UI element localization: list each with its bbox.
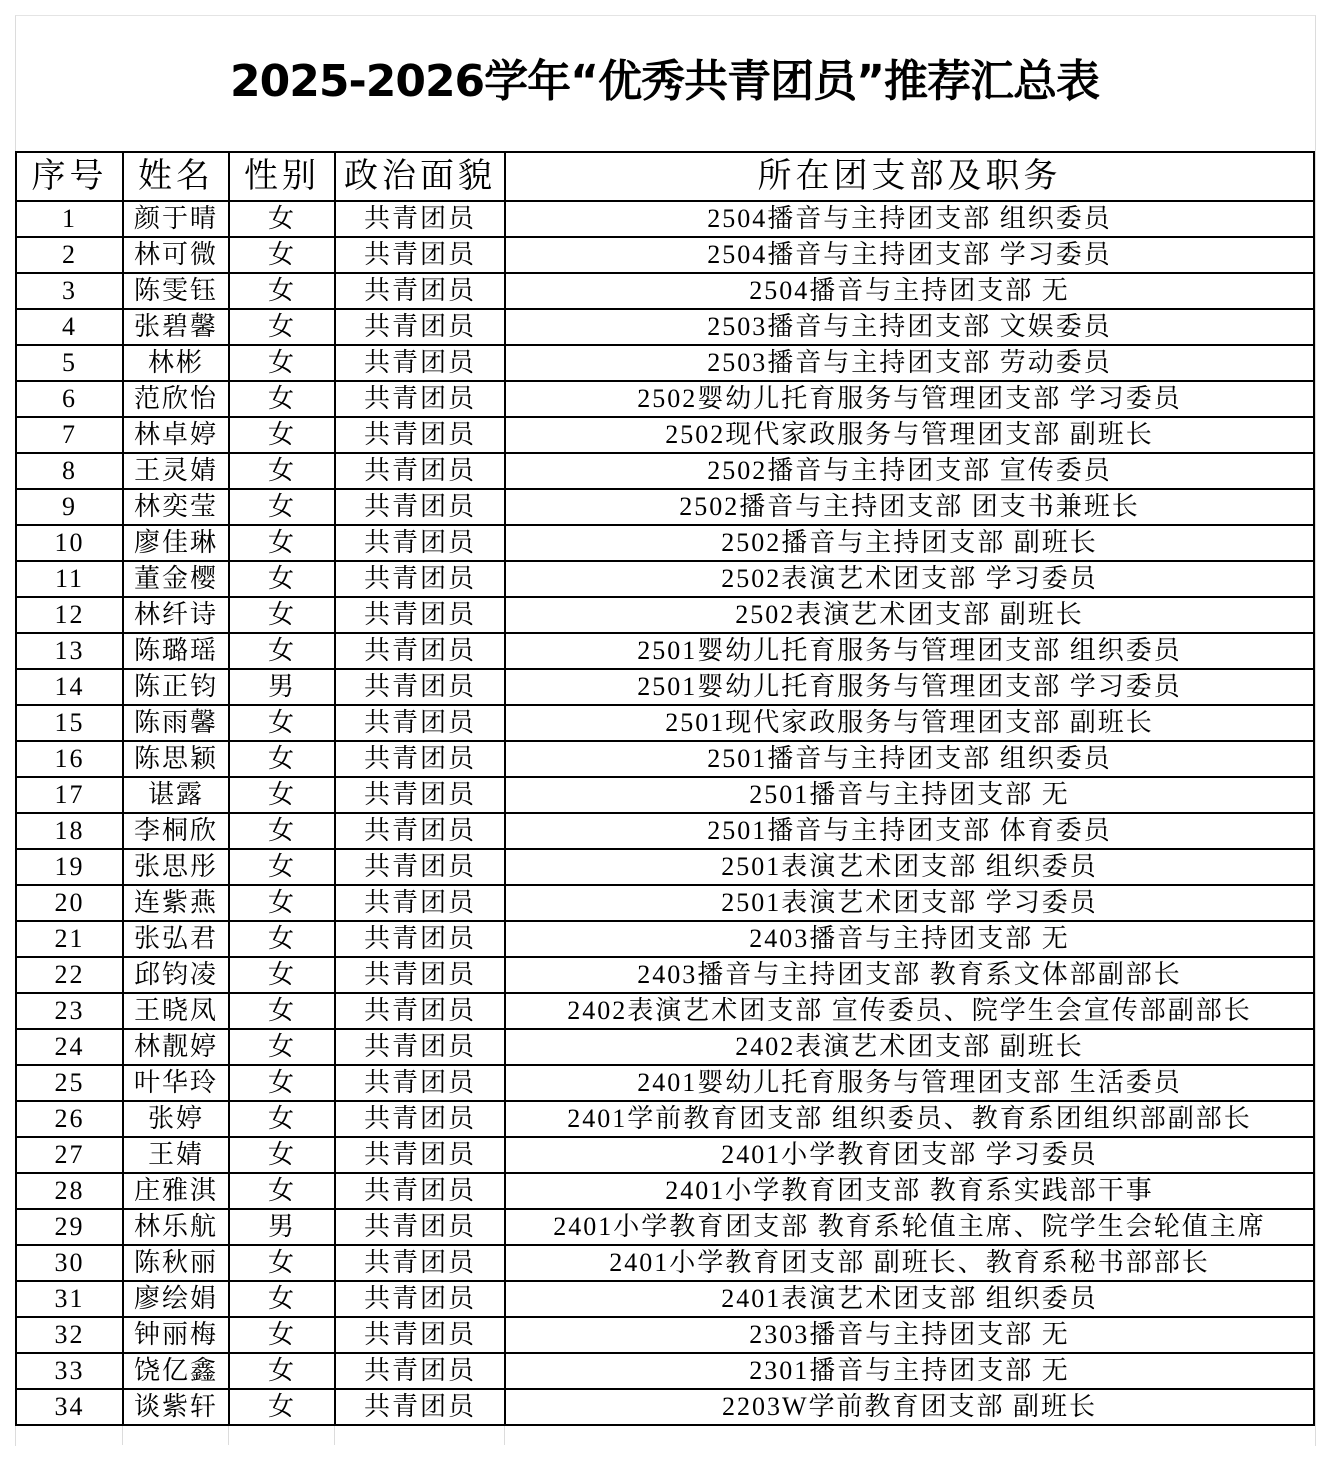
cell-branch-position[interactable]: 2203W学前教育团支部 副班长 [505,1389,1314,1425]
cell-political-status[interactable]: 共青团员 [335,1317,505,1353]
cell-political-status[interactable]: 共青团员 [335,345,505,381]
cell-name[interactable]: 陈秋丽 [123,1245,229,1281]
cell-branch-position[interactable]: 2502婴幼儿托育服务与管理团支部 学习委员 [505,381,1314,417]
cell-branch-position[interactable]: 2301播音与主持团支部 无 [505,1353,1314,1389]
cell-gender[interactable]: 男 [229,1209,335,1245]
cell-branch-position[interactable]: 2502播音与主持团支部 团支书兼班长 [505,489,1314,525]
cell-political-status[interactable]: 共青团员 [335,525,505,561]
table-row [16,957,1314,993]
cell-branch-position[interactable]: 2502表演艺术团支部 学习委员 [505,561,1314,597]
table-row [16,1317,1314,1353]
cell-name[interactable]: 连紫燕 [123,885,229,921]
cell-branch-position[interactable]: 2502播音与主持团支部 宣传委员 [505,453,1314,489]
cell-branch-position[interactable]: 2401学前教育团支部 组织委员、教育系团组织部副部长 [505,1101,1314,1137]
cell-name[interactable]: 张碧馨 [123,309,229,345]
cell-name[interactable]: 林可微 [123,237,229,273]
table-row [16,1101,1314,1137]
cell-index[interactable]: 10 [16,525,123,561]
cell-gender[interactable]: 女 [229,885,335,921]
cell-name[interactable]: 林纤诗 [123,597,229,633]
cell-index[interactable]: 4 [16,309,123,345]
cell-branch-position[interactable]: 2503播音与主持团支部 劳动委员 [505,345,1314,381]
cell-branch-position[interactable]: 2502现代家政服务与管理团支部 副班长 [505,417,1314,453]
cell-branch-position[interactable]: 2401小学教育团支部 学习委员 [505,1137,1314,1173]
cell-index[interactable]: 8 [16,453,123,489]
cell-gender[interactable]: 女 [229,1029,335,1065]
header-index: 序号 [16,152,123,201]
table-row [16,813,1314,849]
table-row [16,669,1314,705]
cell-index[interactable]: 18 [16,813,123,849]
cell-branch-position[interactable]: 2501婴幼儿托育服务与管理团支部 组织委员 [505,633,1314,669]
table-row [16,849,1314,885]
table-row [16,453,1314,489]
table-row [16,885,1314,921]
cell-political-status[interactable]: 共青团员 [335,1281,505,1317]
cell-index[interactable]: 33 [16,1353,123,1389]
table-row [16,993,1314,1029]
cell-political-status[interactable]: 共青团员 [335,993,505,1029]
cell-name[interactable]: 董金樱 [123,561,229,597]
cell-branch-position[interactable]: 2401表演艺术团支部 组织委员 [505,1281,1314,1317]
cell-index[interactable]: 26 [16,1101,123,1137]
table-row [16,273,1314,309]
cell-gender[interactable]: 女 [229,633,335,669]
cell-political-status[interactable]: 共青团员 [335,597,505,633]
cell-branch-position[interactable]: 2502播音与主持团支部 副班长 [505,525,1314,561]
recommendation-table [15,151,1315,1426]
cell-name[interactable]: 林靓婷 [123,1029,229,1065]
cell-name[interactable]: 廖绘娟 [123,1281,229,1317]
cell-political-status[interactable]: 共青团员 [335,921,505,957]
table-row [16,489,1314,525]
cell-index[interactable]: 32 [16,1317,123,1353]
cell-name[interactable]: 张婷 [123,1101,229,1137]
cell-gender[interactable]: 女 [229,1137,335,1173]
cell-index[interactable]: 19 [16,849,123,885]
header-political-status: 政治面貌 [335,152,505,201]
cell-index[interactable]: 14 [16,669,123,705]
cell-name[interactable]: 林乐航 [123,1209,229,1245]
cell-branch-position[interactable]: 2401婴幼儿托育服务与管理团支部 生活委员 [505,1065,1314,1101]
cell-branch-position[interactable]: 2501播音与主持团支部 组织委员 [505,741,1314,777]
cell-branch-position[interactable]: 2501播音与主持团支部 体育委员 [505,813,1314,849]
cell-gender[interactable]: 女 [229,381,335,417]
cell-branch-position[interactable]: 2401小学教育团支部 教育系实践部干事 [505,1173,1314,1209]
cell-name[interactable]: 陈思颖 [123,741,229,777]
cell-gender[interactable]: 女 [229,1281,335,1317]
cell-gender[interactable]: 女 [229,705,335,741]
cell-political-status[interactable]: 共青团员 [335,669,505,705]
cell-name[interactable]: 陈雯钰 [123,273,229,309]
cell-branch-position[interactable]: 2403播音与主持团支部 教育系文体部副部长 [505,957,1314,993]
cell-index[interactable]: 21 [16,921,123,957]
cell-index[interactable]: 27 [16,1137,123,1173]
cell-political-status[interactable]: 共青团员 [335,309,505,345]
cell-index[interactable]: 20 [16,885,123,921]
cell-index[interactable]: 22 [16,957,123,993]
cell-political-status[interactable]: 共青团员 [335,741,505,777]
cell-index[interactable]: 12 [16,597,123,633]
cell-gender[interactable]: 女 [229,1173,335,1209]
table-row [16,1173,1314,1209]
cell-index[interactable]: 7 [16,417,123,453]
header-row [16,152,1314,201]
cell-branch-position[interactable]: 2403播音与主持团支部 无 [505,921,1314,957]
cell-political-status[interactable]: 共青团员 [335,561,505,597]
cell-gender[interactable]: 女 [229,201,335,237]
cell-branch-position[interactable]: 2402表演艺术团支部 宣传委员、院学生会宣传部副部长 [505,993,1314,1029]
gridline [122,1426,123,1445]
table-row [16,201,1314,237]
cell-name[interactable]: 李桐欣 [123,813,229,849]
cell-name[interactable]: 谈紫轩 [123,1389,229,1425]
cell-political-status[interactable]: 共青团员 [335,633,505,669]
table-row [16,1137,1314,1173]
cell-branch-position[interactable]: 2502表演艺术团支部 副班长 [505,597,1314,633]
cell-name[interactable]: 饶亿鑫 [123,1353,229,1389]
table-row [16,561,1314,597]
table-row [16,1389,1314,1425]
cell-gender[interactable]: 女 [229,957,335,993]
cell-branch-position[interactable]: 2303播音与主持团支部 无 [505,1317,1314,1353]
cell-index[interactable]: 1 [16,201,123,237]
cell-name[interactable]: 陈璐瑶 [123,633,229,669]
cell-gender[interactable]: 女 [229,777,335,813]
cell-name[interactable]: 林奕莹 [123,489,229,525]
cell-gender[interactable]: 女 [229,921,335,957]
cell-branch-position[interactable]: 2401小学教育团支部 副班长、教育系秘书部部长 [505,1245,1314,1281]
cell-index[interactable]: 34 [16,1389,123,1425]
cell-gender[interactable]: 女 [229,1065,335,1101]
cell-political-status[interactable]: 共青团员 [335,489,505,525]
table-row [16,345,1314,381]
cell-political-status[interactable]: 共青团员 [335,1353,505,1389]
cell-political-status[interactable]: 共青团员 [335,1173,505,1209]
cell-index[interactable]: 2 [16,237,123,273]
cell-political-status[interactable]: 共青团员 [335,1389,505,1425]
cell-gender[interactable]: 女 [229,849,335,885]
table-row [16,741,1314,777]
cell-political-status[interactable]: 共青团员 [335,201,505,237]
cell-gender[interactable]: 女 [229,237,335,273]
cell-gender[interactable]: 女 [229,273,335,309]
table-row [16,1245,1314,1281]
cell-name[interactable]: 颜于晴 [123,201,229,237]
cell-branch-position[interactable]: 2501现代家政服务与管理团支部 副班长 [505,705,1314,741]
cell-index[interactable]: 31 [16,1281,123,1317]
cell-name[interactable]: 谌露 [123,777,229,813]
table-row [16,417,1314,453]
cell-gender[interactable]: 女 [229,309,335,345]
cell-political-status[interactable]: 共青团员 [335,417,505,453]
cell-name[interactable]: 王婧 [123,1137,229,1173]
cell-political-status[interactable]: 共青团员 [335,813,505,849]
cell-political-status[interactable]: 共青团员 [335,453,505,489]
cell-branch-position[interactable]: 2504播音与主持团支部 无 [505,273,1314,309]
cell-index[interactable]: 3 [16,273,123,309]
table-row [16,1281,1314,1317]
cell-name[interactable]: 陈正钧 [123,669,229,705]
cell-political-status[interactable]: 共青团员 [335,1101,505,1137]
cell-gender[interactable]: 女 [229,597,335,633]
cell-political-status[interactable]: 共青团员 [335,381,505,417]
header-name: 姓名 [123,152,229,201]
cell-index[interactable]: 9 [16,489,123,525]
cell-gender[interactable]: 女 [229,1101,335,1137]
table-row [16,1065,1314,1101]
cell-branch-position[interactable]: 2401小学教育团支部 教育系轮值主席、院学生会轮值主席 [505,1209,1314,1245]
table-row [16,381,1314,417]
cell-name[interactable]: 王灵婧 [123,453,229,489]
cell-political-status[interactable]: 共青团员 [335,237,505,273]
cell-name[interactable]: 钟丽梅 [123,1317,229,1353]
cell-political-status[interactable]: 共青团员 [335,1029,505,1065]
cell-political-status[interactable]: 共青团员 [335,849,505,885]
table-row [16,705,1314,741]
cell-gender[interactable]: 女 [229,417,335,453]
cell-gender[interactable]: 女 [229,489,335,525]
cell-index[interactable]: 16 [16,741,123,777]
cell-branch-position[interactable]: 2501表演艺术团支部 学习委员 [505,885,1314,921]
cell-index[interactable]: 24 [16,1029,123,1065]
table-row [16,921,1314,957]
cell-branch-position[interactable]: 2504播音与主持团支部 组织委员 [505,201,1314,237]
cell-gender[interactable]: 女 [229,741,335,777]
cell-political-status[interactable]: 共青团员 [335,1137,505,1173]
cell-index[interactable]: 25 [16,1065,123,1101]
table-row [16,1353,1314,1389]
cell-gender[interactable]: 女 [229,345,335,381]
cell-gender[interactable]: 女 [229,525,335,561]
cell-index[interactable]: 11 [16,561,123,597]
cell-political-status[interactable]: 共青团员 [335,1065,505,1101]
cell-political-status[interactable]: 共青团员 [335,705,505,741]
table-row [16,525,1314,561]
cell-name[interactable]: 王晓凤 [123,993,229,1029]
table-row [16,777,1314,813]
cell-political-status[interactable]: 共青团员 [335,1245,505,1281]
table-row [16,633,1314,669]
cell-name[interactable]: 林彬 [123,345,229,381]
cell-political-status[interactable]: 共青团员 [335,957,505,993]
table-row [16,1209,1314,1245]
cell-political-status[interactable]: 共青团员 [335,273,505,309]
cell-name[interactable]: 庄雅淇 [123,1173,229,1209]
cell-branch-position[interactable]: 2501婴幼儿托育服务与管理团支部 学习委员 [505,669,1314,705]
cell-index[interactable]: 6 [16,381,123,417]
gridline [228,1426,229,1445]
cell-index[interactable]: 17 [16,777,123,813]
table-row [16,1029,1314,1065]
cell-gender[interactable]: 女 [229,1353,335,1389]
cell-gender[interactable]: 女 [229,813,335,849]
cell-name[interactable]: 张思彤 [123,849,229,885]
cell-index[interactable]: 30 [16,1245,123,1281]
cell-name[interactable]: 邱钧凌 [123,957,229,993]
cell-name[interactable]: 林卓婷 [123,417,229,453]
cell-name[interactable]: 张弘君 [123,921,229,957]
cell-gender[interactable]: 男 [229,669,335,705]
cell-index[interactable]: 29 [16,1209,123,1245]
header-gender: 性别 [229,152,335,201]
cell-index[interactable]: 13 [16,633,123,669]
header-branch-position: 所在团支部及职务 [505,152,1314,201]
cell-name[interactable]: 廖佳琳 [123,525,229,561]
cell-gender[interactable]: 女 [229,1245,335,1281]
cell-gender[interactable]: 女 [229,453,335,489]
cell-branch-position[interactable]: 2501表演艺术团支部 组织委员 [505,849,1314,885]
cell-gender[interactable]: 女 [229,1317,335,1353]
cell-name[interactable]: 叶华玲 [123,1065,229,1101]
cell-index[interactable]: 5 [16,345,123,381]
cell-gender[interactable]: 女 [229,561,335,597]
cell-index[interactable]: 15 [16,705,123,741]
cell-name[interactable]: 范欣怡 [123,381,229,417]
cell-name[interactable]: 陈雨馨 [123,705,229,741]
cell-branch-position[interactable]: 2501播音与主持团支部 无 [505,777,1314,813]
cell-gender[interactable]: 女 [229,1389,335,1425]
cell-branch-position[interactable]: 2402表演艺术团支部 副班长 [505,1029,1314,1065]
cell-branch-position[interactable]: 2503播音与主持团支部 文娱委员 [505,309,1314,345]
cell-index[interactable]: 23 [16,993,123,1029]
page-title: 2025-2026学年“优秀共青团员”推荐汇总表 [229,56,1100,107]
table-row [16,597,1314,633]
cell-index[interactable]: 28 [16,1173,123,1209]
cell-gender[interactable]: 女 [229,993,335,1029]
cell-political-status[interactable]: 共青团员 [335,777,505,813]
table-row [16,237,1314,273]
cell-political-status[interactable]: 共青团员 [335,1209,505,1245]
gridline [334,1426,335,1445]
cell-branch-position[interactable]: 2504播音与主持团支部 学习委员 [505,237,1314,273]
cell-political-status[interactable]: 共青团员 [335,885,505,921]
gridline [504,1426,505,1445]
table-row [16,309,1314,345]
